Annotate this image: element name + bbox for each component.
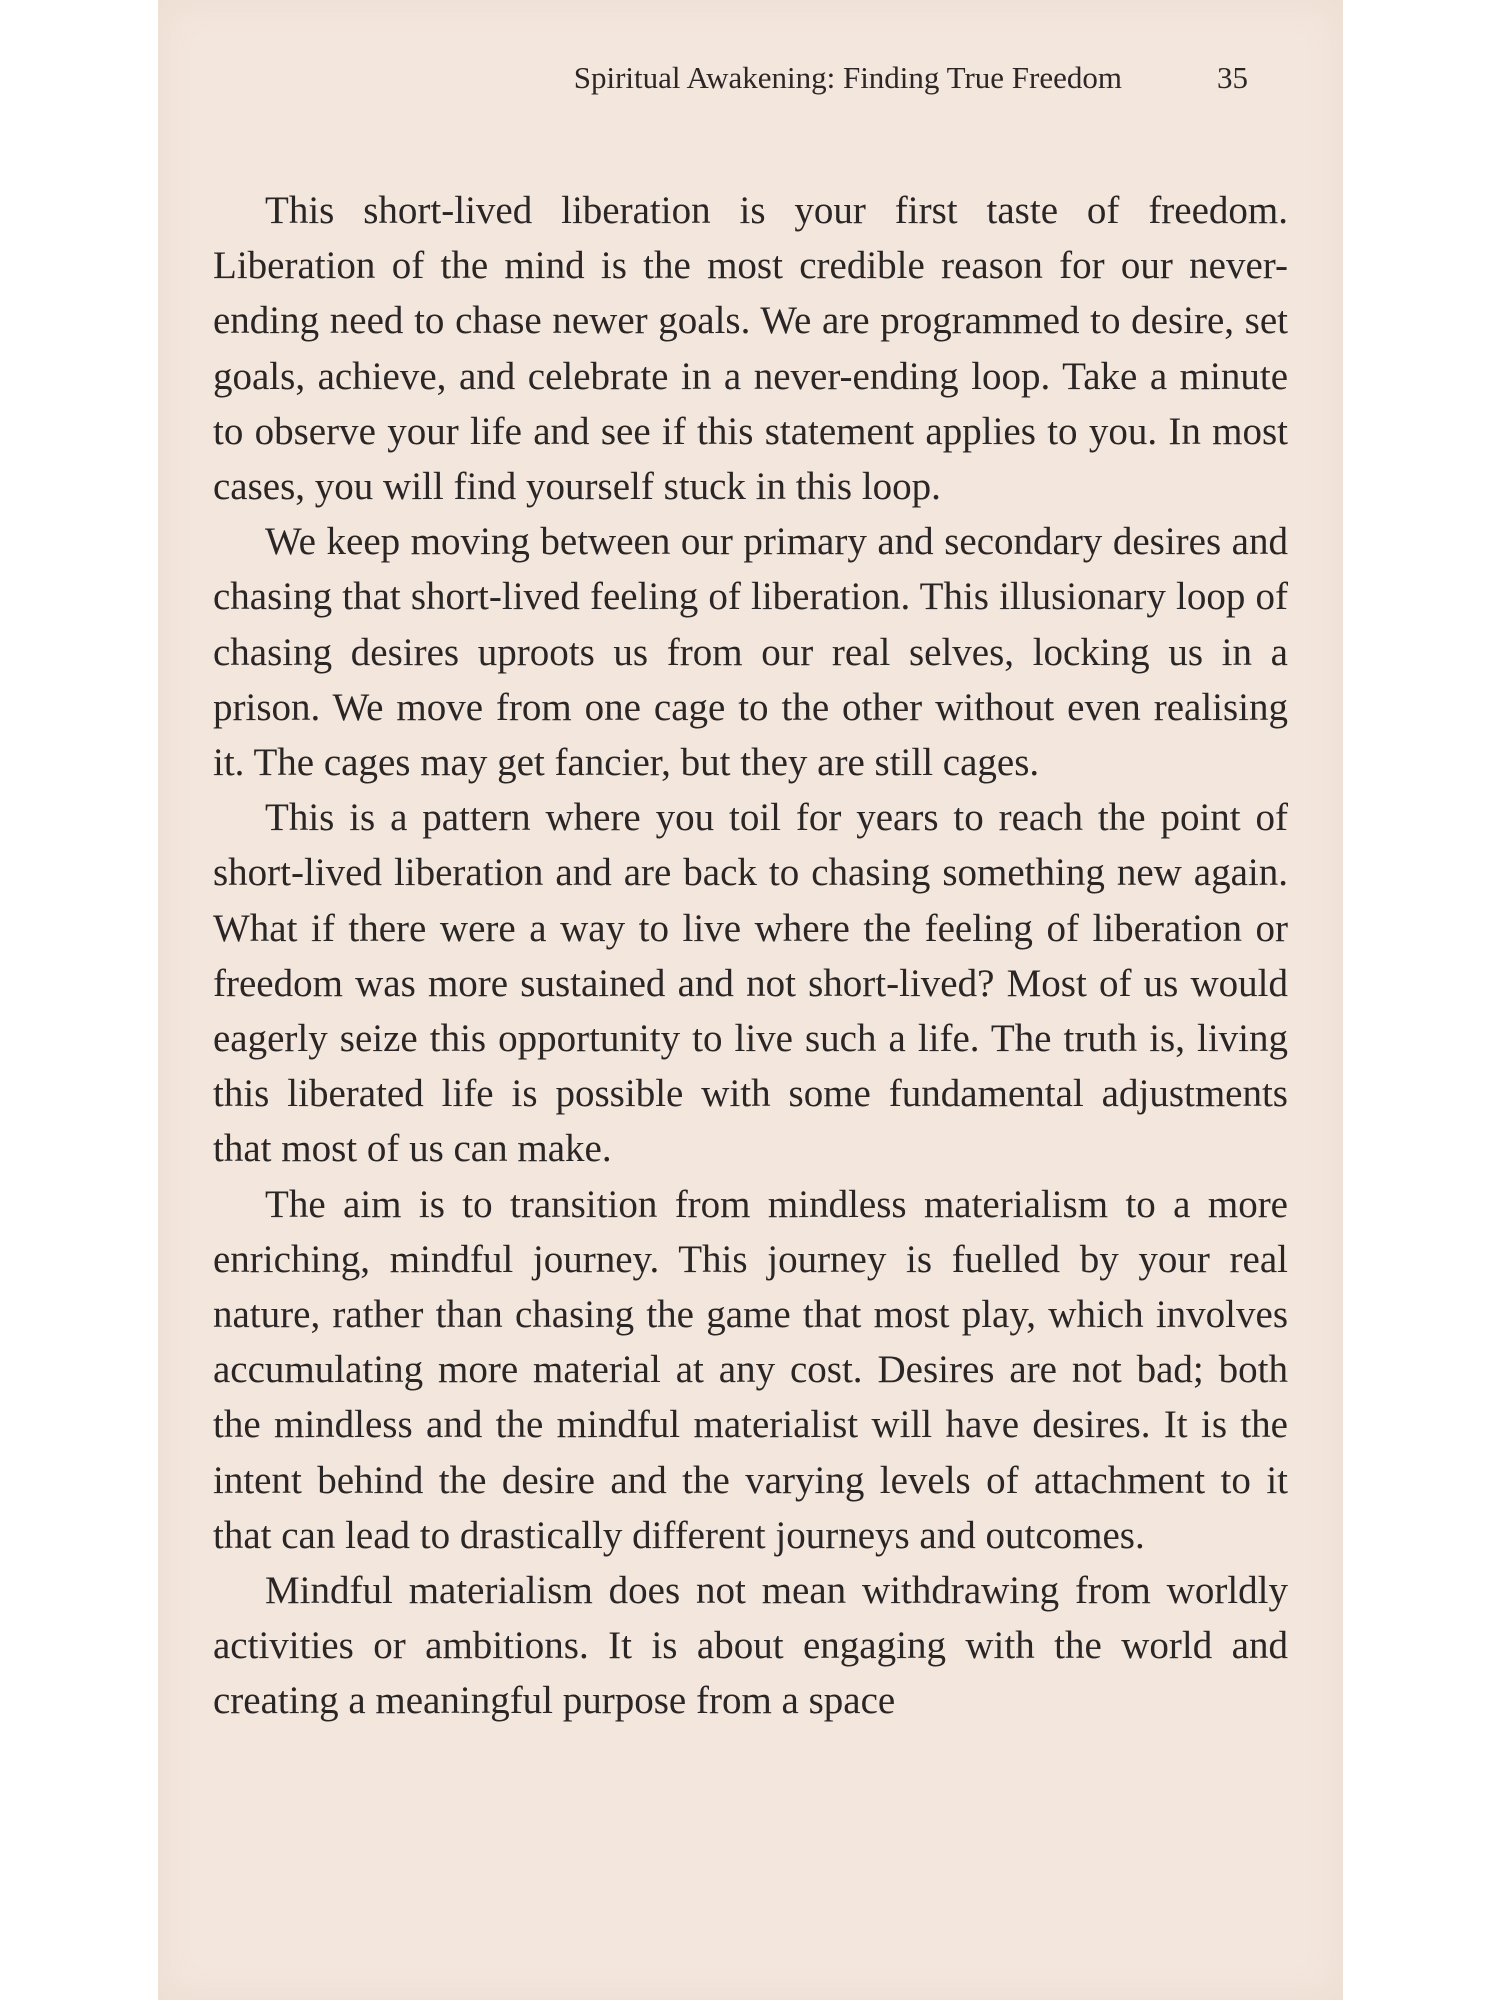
page-number: 35	[1217, 60, 1248, 95]
chapter-title: Spiritual Awakening: Finding True Freedom	[573, 60, 1122, 95]
paragraph-2: We keep moving between our primary and secondary desires and chasing that short-lived feeling of liberation. This illusionary loop of chasing desires uproots us from our real selves, locking us in a prison. We move from one cage to the other without even realising it. The cages may get fancier, but they are still cages.	[213, 520, 1288, 785]
body-text	[213, 183, 1288, 1729]
paragraph-3: This is a pattern where you toil for years to reach the point of short-lived liberation and are back to chasing something new again. What if there were a way to live where the feeling of liberation or freedom was more sustained and not short-lived? Most of us would eagerly seize this opportunity to live such a life. The truth is, living this liberated life is possible with some fundamental adjustments that most of us can make.	[213, 796, 1288, 1171]
paragraph-4: The aim is to transition from mindless materialism to a more enriching, mindful journey. This journey is fuelled by your real nature, rather than chasing the game that most play, which involves accumulating more material at any cost. Desires are not bad; both the mindless and the mindful materialist will have desires. It is the intent behind the desire and the varying levels of attachment to it that can lead to drastically different journeys and outcomes.	[213, 1182, 1288, 1557]
paragraph-5: Mindful materialism does not mean withdrawing from worldly activities or ambitions. It is about engaging with the world and creating a meaningful purpose from a space	[213, 1569, 1288, 1723]
book-page	[158, 0, 1343, 2000]
running-header	[158, 60, 1288, 100]
paragraph-1: This short-lived liberation is your first taste of freedom. Liberation of the mind is the most credible reason for our never-ending need to chase newer goals. We are programmed to desire, set goals, achieve, and celebrate in a never-ending loop. Take a minute to observe your life and see if this statement applies to you. In most cases, you will find yourself stuck in this loop.	[213, 189, 1288, 509]
